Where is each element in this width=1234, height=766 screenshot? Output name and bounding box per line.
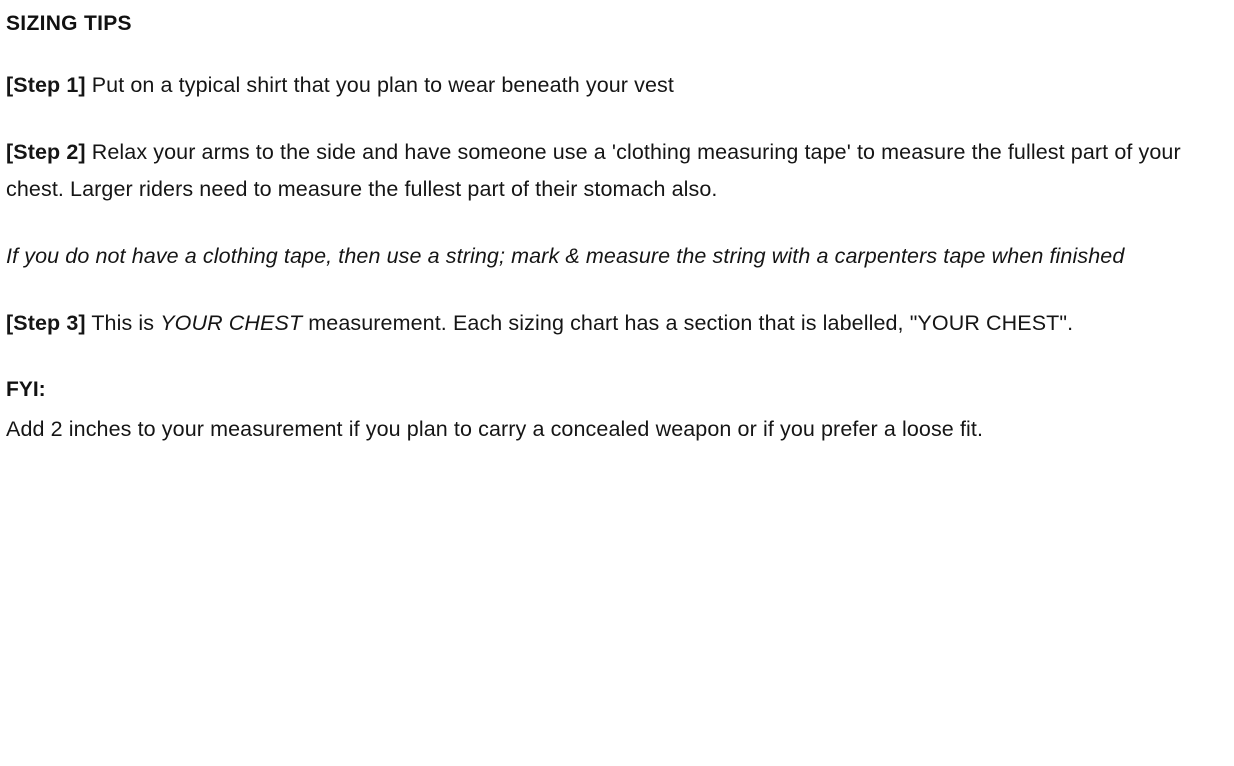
step-3-paragraph (6, 275, 1191, 342)
step-3-label: [Step 3] (6, 311, 86, 336)
step-3-text-before: This is (85, 311, 161, 336)
step-1-label: [Step 1] (6, 73, 86, 98)
fyi-title: FYI: (6, 378, 46, 402)
step-2-text: Relax your arms to the side and have someone use a 'clothing measuring tape' to measure the fullest part of your chest. Larger riders need to measure the fullest part of their stomach also. (6, 140, 1181, 202)
step-1-paragraph (6, 37, 1191, 104)
step-3-emphasis: YOUR CHEST (160, 311, 303, 336)
tape-note: If you do not have a clothing tape, then use a string; mark & measure the string with a carpenters tape when finished (6, 244, 1125, 269)
fyi-text: Add 2 inches to your measurement if you plan to carry a concealed weapon or if you prefer a loose fit. (6, 417, 984, 442)
fyi-section (6, 342, 1194, 448)
page-title: SIZING TIPS (6, 12, 132, 35)
step-3-text-after: measurement. Each sizing chart has a section that is labelled, "YOUR CHEST". (302, 311, 1074, 336)
step-1-text: Put on a typical shirt that you plan to wear beneath your vest (85, 73, 674, 98)
step-2-label: [Step 2] (6, 140, 86, 165)
step-2-paragraph (6, 104, 1191, 208)
